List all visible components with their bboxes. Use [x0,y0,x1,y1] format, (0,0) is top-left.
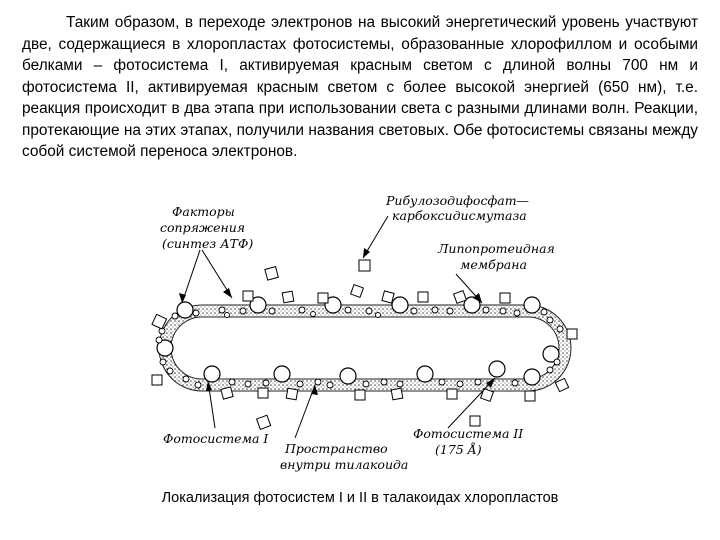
label-lumen-1: Пространство [285,441,388,456]
figure-caption: Локализация фотосистем I и II в талакоидах хлоропластов [161,490,559,506]
label-coupling-3: (синтез АТФ) [162,236,254,251]
thylakoid-diagram [130,188,600,483]
enzyme-squares [152,260,577,429]
label-rubisco-2: карбоксидисмутаза [392,208,527,223]
label-coupling-1: Факторы [172,204,235,219]
label-lumen-2: внутри тилакоида [280,457,409,472]
thylakoid-membrane [159,305,571,391]
label-photosystem-2-size: (175 Å) [435,442,482,457]
label-coupling-2: сопряжения [160,220,246,235]
label-membrane-2: мембрана [460,257,527,272]
label-photosystem-1: Фотосистема I [163,431,269,446]
body-paragraph: Таким образом, в переходе электронов на высокий энергетический уровень участвуют две, содержащиеся в хлоропластах фотосистемы, образованные хлорофиллом и особыми белками – фотосистема I, активируемая красным светом с длиной волны 700 нм и фотосистема II, активируемая красным светом с более высокой энергией (650 нм), т.е. реакция происходит в два этапа при использовании света с разными длинами волн. Реакции, протекающие на этих этапах, получили названия световых. Обе фотосистемы связаны между собой системой переноса электронов. [22,14,698,160]
label-rubisco-1: Рибулозодифосфат— [386,193,530,208]
arrow-heads [179,248,495,395]
label-membrane-1: Липопротеидная [438,241,555,256]
label-photosystem-2: Фотосистема II [413,426,524,441]
